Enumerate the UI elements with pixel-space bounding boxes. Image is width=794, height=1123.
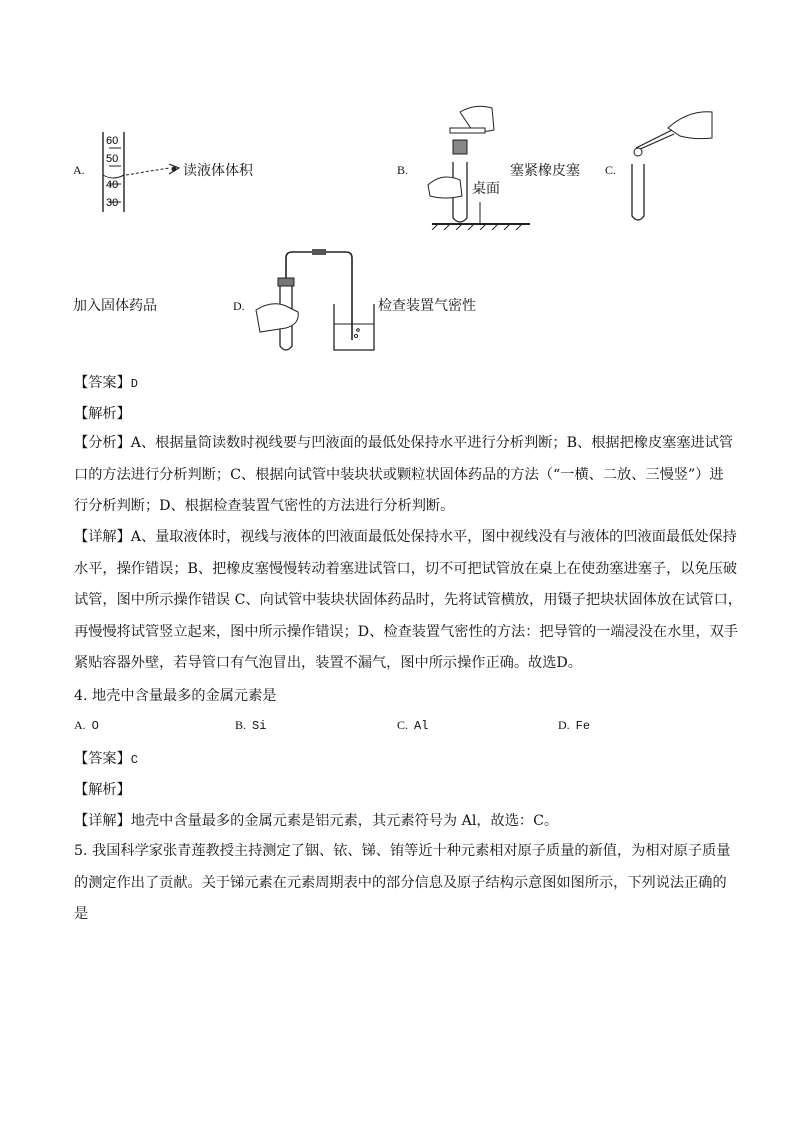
xiangjie-line: 紧贴容器外壁，若导管口有气泡冒出，装置不漏气，图中所示操作正确。故选D。 (74, 655, 582, 671)
q4-xiangjie: 【详解】地壳中含量最多的金属元素是铝元素，其元素符号为 Al，故选：C。 (74, 813, 559, 829)
answer-tag: 【答案】 (74, 751, 131, 767)
q3-xiangjie-paragraph (74, 522, 742, 680)
q4-option-a: A. O (74, 718, 99, 733)
answer-value: D (130, 377, 138, 391)
q4-analysis-tag: 【解析】 (74, 782, 131, 798)
xiangjie-line: 再慢慢将试管竖立起来，图中所示操作错误；D、检查装置气密性的方法：把导管的一端浸没在水里，双手 (74, 623, 739, 640)
fenxi-line: 行分析判断；D、根据检查装置气密性的方法进行分析判断。 (74, 498, 455, 514)
q3-analysis-tag: 【解析】 (74, 406, 131, 422)
q4-option-c: C. Al (397, 718, 429, 733)
figure-b-caption: 塞紧橡皮塞 (510, 163, 580, 179)
cylinder-reading-figure (95, 130, 190, 215)
airtightness-figure (250, 248, 380, 358)
desk-label: 桌面 (472, 181, 500, 197)
figure-a-caption: 读液体体积 (183, 163, 253, 179)
q4-option-b: B. Si (235, 718, 267, 733)
xiangjie-line: 【详解】A、量取液体时，视线与液体的凹液面最低处保持水平，图中视线没有与液体的凹液面最低处保持 (74, 529, 737, 545)
q3-answer (74, 372, 138, 392)
q4-answer (74, 748, 138, 768)
xiangjie-line: 试管，图中所示操作错误 C、向试管中装块状固体药品时，先将试管横放，用镊子把块状固体放在试管口， (74, 592, 742, 608)
q4-option-d: D. Fe (558, 718, 591, 733)
tick-40: 40 (106, 179, 119, 191)
figure-c-caption: 加入固体药品 (73, 298, 157, 314)
tick-30: 30 (106, 197, 119, 209)
answer-tag: 【答案】 (74, 375, 131, 391)
option-c-label: C. (605, 163, 617, 177)
solid-addition-figure (620, 104, 720, 228)
tick-50: 50 (106, 153, 119, 165)
fenxi-line: 【分析】A、根据量筒读数时视线要与凹液面的最低处保持水平进行分析判断；B、根据把橡皮塞塞进试管 (74, 435, 734, 451)
option-a-label: A. (73, 163, 85, 177)
tick-60: 60 (106, 135, 119, 147)
q5-stem-line: 是 (74, 906, 89, 922)
q5-stem-line: 5. 我国科学家张青莲教授主持测定了铟、铱、锑、铕等近十种元素相对原子质量的新值，为相对原子质量 (74, 843, 731, 859)
q4-stem: 4. 地壳中含量最多的金属元素是 (74, 688, 277, 704)
option-b-label: B. (397, 163, 409, 177)
option-d-label: D. (233, 299, 245, 313)
answer-value: C (130, 753, 138, 767)
q5-stem-line: 的测定作出了贡献。关于锑元素在元素周期表中的部分信息及原子结构示意图如图所示，下列说法正确的 (74, 874, 727, 891)
fenxi-line: 口的方法进行分析判断；C、根据向试管中装块状或颗粒状固体药品的方法（“一横、二放、三慢竖”）进 (74, 466, 724, 483)
figure-d-caption: 检查装置气密性 (378, 298, 476, 314)
xiangjie-line: 水平，操作错误；B、把橡皮塞慢慢转动着塞进试管口，切不可把试管放在桌上在使劲塞进塞子，以免压破 (74, 560, 738, 577)
q3-fenxi-paragraph (74, 428, 734, 523)
q5-stem (74, 836, 731, 931)
